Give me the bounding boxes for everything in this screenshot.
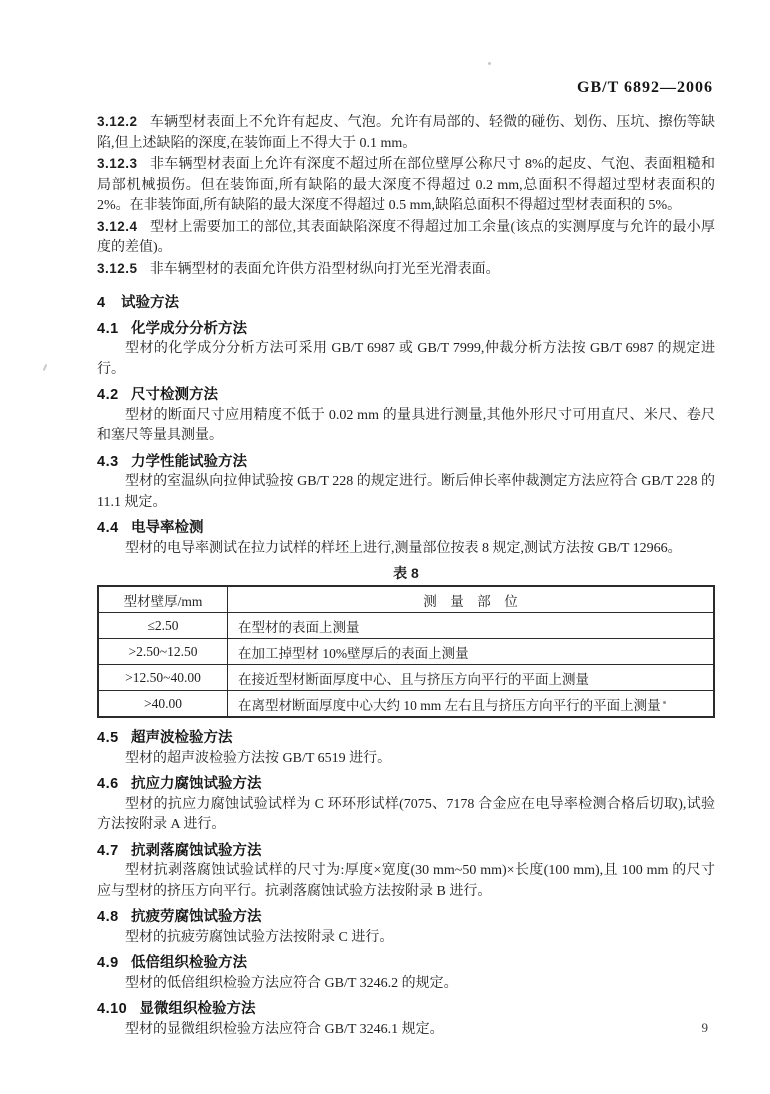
paragraph-4-5: 型材的超声波检验方法按 GB/T 6519 进行。 [125, 750, 392, 766]
scan-artifact-dot [488, 62, 491, 65]
chapter-number: 4 [97, 295, 106, 311]
heading-title: 电导率检测 [130, 520, 204, 536]
heading-4-7 [97, 841, 715, 862]
heading-title: 抗疲劳腐蚀试验方法 [130, 909, 262, 925]
heading-4-8 [97, 907, 715, 928]
clause-3-12-4 [97, 217, 715, 259]
paragraph-4-9: 型材的低倍组织检验方法应符合 GB/T 3246.2 的规定。 [125, 975, 458, 991]
heading-4-5 [97, 728, 715, 749]
heading-number: 4.10 [97, 1001, 128, 1017]
paragraph-4-7: 型材抗剥落腐蚀试验试样的尺寸为:厚度×宽度(30 mm~50 mm)×长度(100 mm),且 100 mm 的尺寸应与型材的挤压方向平行。抗剥落腐蚀试验方法按附录 B 进行。 [97, 863, 715, 899]
column-header-measurement-location: 测 量 部 位 [228, 586, 715, 613]
heading-title: 超声波检验方法 [130, 730, 233, 746]
clause-3-12-5 [97, 259, 715, 281]
paragraph-4-8: 型材的抗疲劳腐蚀试验方法按附录 C 进行。 [125, 929, 394, 945]
heading-number: 4.9 [97, 955, 119, 971]
heading-title: 低倍组织检验方法 [130, 955, 247, 971]
heading-title: 尺寸检测方法 [130, 387, 218, 403]
heading-number: 4.8 [97, 909, 119, 925]
clause-text: 非车辆型材表面上允许有深度不超过所在部位壁厚公称尺寸 8%的起皮、气泡、表面粗糙和局部机械损伤。但在装饰面,所有缺陷的最大深度不得超过 0.2 mm,总面积不得超过型材表面积的 2%。在非装饰面,所有缺陷的最大深度不得超过 0.5 mm,缺陷总面积不得超过型材表面积的 5%。 [97, 157, 715, 213]
page-number: 9 [701, 1020, 708, 1035]
table-row [98, 691, 714, 718]
clause-number: 3.12.4 [97, 218, 138, 234]
cell-thickness: ≤2.50 [98, 613, 228, 639]
cell-thickness: >40.00 [98, 691, 228, 718]
table-row [98, 613, 714, 639]
table-header-row [98, 586, 714, 613]
clause-number: 3.12.2 [97, 114, 138, 129]
heading-4-10 [97, 999, 715, 1020]
heading-number: 4.7 [97, 842, 119, 859]
page-content [97, 112, 715, 1040]
heading-4-9 [97, 953, 715, 974]
table-8-caption: 表 8 [393, 565, 419, 581]
paragraph-4-1: 型材的化学成分分析方法可采用 GB/T 6987 或 GB/T 7999,仲裁分析方法按 GB/T 6987 的规定进行。 [97, 341, 715, 377]
heading-title: 抗应力腐蚀试验方法 [130, 776, 262, 792]
heading-4-4 [97, 518, 715, 539]
clause-text: 非车辆型材的表面允许供方沿型材纵向打光至光滑表面。 [149, 261, 500, 277]
paragraph-4-6: 型材的抗应力腐蚀试验试样为 C 环环形试样(7075、7178 合金应在电导率检测合格后切取),试验方法按附录 A 进行。 [97, 796, 715, 832]
cell-location: 在接近型材断面厚度中心、且与挤压方向平行的平面上测量 [228, 665, 715, 691]
table-row [98, 639, 714, 665]
chapter-4-heading [97, 293, 715, 314]
clause-number: 3.12.3 [97, 156, 138, 171]
clause-number: 3.12.5 [97, 260, 138, 276]
clause-text: 型材上需要加工的部位,其表面缺陷深度不得超过加工余量(该点的实测厚度与允许的最小厚度的差值)。 [97, 219, 715, 255]
table-row [98, 665, 714, 691]
cell-thickness: >12.50~40.00 [98, 665, 228, 691]
heading-4-3 [97, 452, 715, 473]
clause-text: 车辆型材表面上不允许有起皮、气泡。允许有局部的、轻微的碰伤、划伤、压坑、擦伤等缺陷,但上述缺陷的深度,在装饰面上不得大于 0.1 mm。 [97, 115, 715, 151]
chapter-title: 试验方法 [121, 295, 180, 311]
column-header-wall-thickness: 型材壁厚/mm [98, 586, 228, 613]
heading-title: 力学性能试验方法 [130, 453, 247, 470]
heading-number: 4.2 [97, 387, 119, 403]
clause-3-12-2 [97, 112, 715, 154]
heading-4-2 [97, 385, 715, 406]
heading-number: 4.6 [97, 776, 119, 792]
table-8 [97, 585, 715, 718]
cell-thickness: >2.50~12.50 [98, 639, 228, 665]
heading-number: 4.4 [97, 520, 119, 536]
scan-artifact-tick [43, 364, 48, 371]
heading-title: 抗剥落腐蚀试验方法 [130, 842, 262, 859]
heading-4-1 [97, 319, 715, 340]
paragraph-4-10: 型材的显微组织检验方法应符合 GB/T 3246.1 规定。 [125, 1021, 444, 1037]
cell-location: 在离型材断面厚度中心大约 10 mm 左右且与挤压方向平行的平面上测量 [228, 691, 715, 718]
heading-title: 化学成分分析方法 [130, 320, 247, 337]
standard-code: GB/T 6892—2006 [577, 79, 713, 96]
heading-4-6 [97, 774, 715, 795]
heading-number: 4.3 [97, 453, 119, 470]
cell-location: 在型材的表面上测量 [228, 613, 715, 639]
paragraph-4-4: 型材的电导率测试在拉力试样的样坯上进行,测量部位按表 8 规定,测试方法按 GB/T 12966。 [125, 540, 682, 556]
clause-3-12-3 [97, 154, 715, 217]
heading-number: 4.1 [97, 320, 119, 337]
paragraph-4-3: 型材的室温纵向拉伸试验按 GB/T 228 的规定进行。断后伸长率仲裁测定方法应符合 GB/T 228 的 11.1 规定。 [97, 474, 715, 510]
paragraph-4-2: 型材的断面尺寸应用精度不低于 0.02 mm 的量具进行测量,其他外形尺寸可用直尺、米尺、卷尺和塞尺等量具测量。 [97, 407, 715, 443]
cell-location: 在加工掉型材 10%壁厚后的表面上测量 [228, 639, 715, 665]
heading-number: 4.5 [97, 730, 119, 746]
heading-title: 显微组织检验方法 [139, 1001, 256, 1017]
